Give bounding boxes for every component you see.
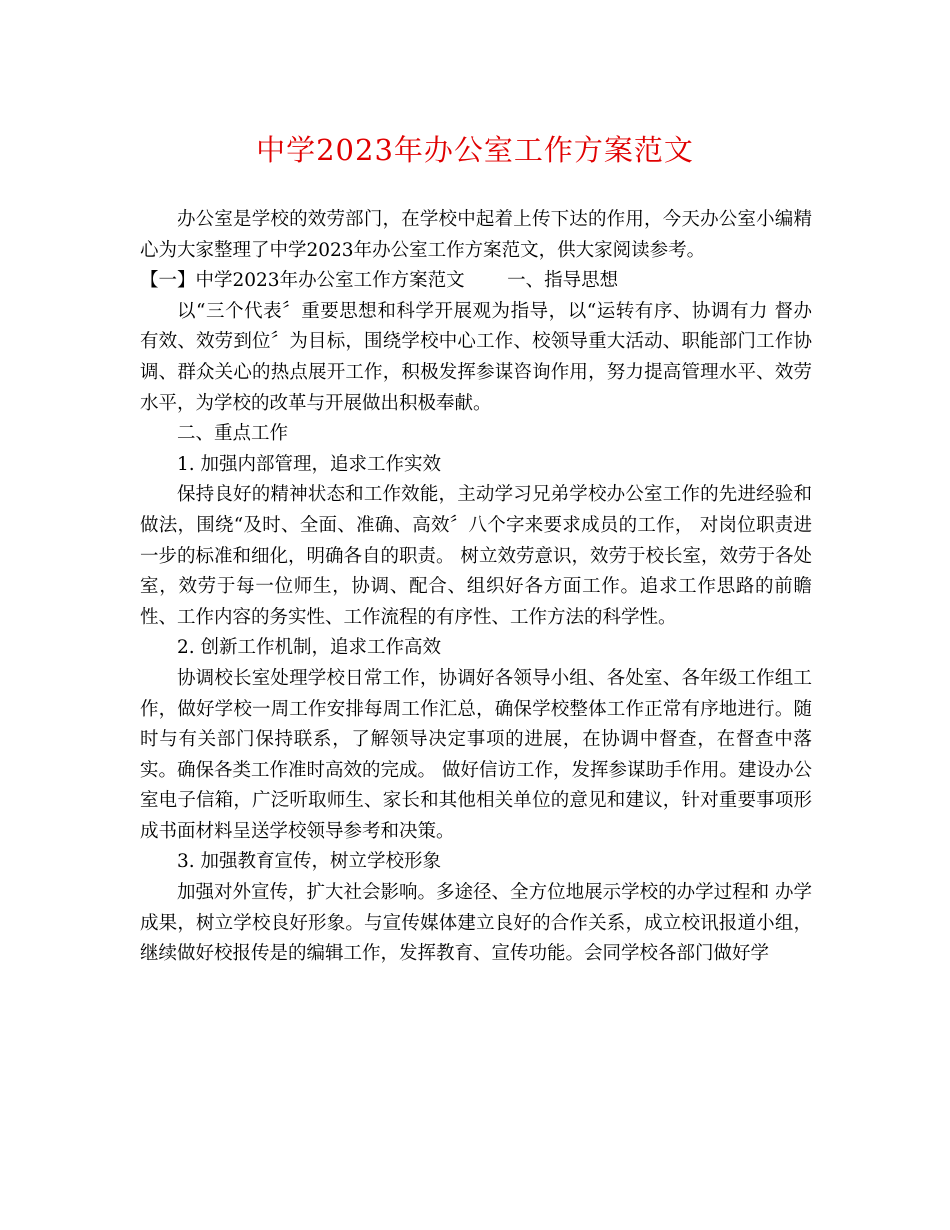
intro-paragraph: 办公室是学校的效劳部门，在学校中起着上传下达的作用，今天办公室小编精心为大家整理了中学2023年办公室工作方案范文，供大家阅读参考。 xyxy=(140,209,812,261)
paragraph-internal-management: 保持良好的精神状态和工作效能，主动学习兄弟学校办公室工作的先进经验和做法，围绕“及时、全面、准确、高效〞八个字来要求成员的工作， 对岗位职责进一步的标准和细化，明确各自的职责。 树立效劳意识，效劳于校长室，效劳于各处室，效劳于每一位师生，协调、配合、组织好各方面工作。追求工作思路的前瞻性、工作内容的务实性、工作流程的有序性、工作方法的科学性。 xyxy=(140,484,812,628)
section-one-label: 【一】中学2023年办公室工作方案范文 xyxy=(140,270,465,292)
item-work-mechanism: 2. 创新工作机制，追求工作高效 xyxy=(177,637,442,659)
paragraph-guiding-thought: 以“三个代表〞重要思想和科学开展观为指导，以“运转有序、协调有力 督办有效、效劳到位〞为目标，围绕学校中心工作、校领导重大活动、职能部门工作协调、群众关心的热点展开工作，积极发挥参谋咨询作用，努力提高管理水平、效劳水平，为学校的改革与开展做出积极奉献。 xyxy=(140,300,812,414)
paragraph-education-publicity: 加强对外宣传，扩大社会影响。多途径、全方位地展示学校的办学过程和 办学成果，树立学校良好形象。与宣传媒体建立良好的合作关系，成立校讯报道小组，继续做好校报传是的编辑工作，发挥教育、宣传功能。会同学校各部门做好学 xyxy=(140,882,812,965)
document-title: 中学2023年办公室工作方案范文 xyxy=(256,133,694,167)
heading-key-work: 二、重点工作 xyxy=(177,423,289,445)
section-one-line xyxy=(140,266,812,297)
paragraph-work-mechanism: 协调校长室处理学校日常工作，协调好各领导小组、各处室、各年级工作组工作，做好学校一周工作安排每周工作汇总，确保学校整体工作正常有序地进行。随时与有关部门保持联系，了解领导决定事项的进展，在协调中督查，在督查中落实。确保各类工作准时高效的完成。 做好信访工作，发挥参谋助手作用。建设办公室电子信箱，广泛听取师生、家长和其他相关单位的意见和建议，针对重要事项形成书面材料呈送学校领导参考和决策。 xyxy=(140,667,812,842)
item-education-publicity: 3. 加强教育宣传，树立学校形象 xyxy=(177,851,442,873)
item-internal-management: 1. 加强内部管理，追求工作实效 xyxy=(177,453,442,475)
heading-guiding-thought: 一、指导思想 xyxy=(507,270,619,292)
document-body xyxy=(140,205,812,970)
